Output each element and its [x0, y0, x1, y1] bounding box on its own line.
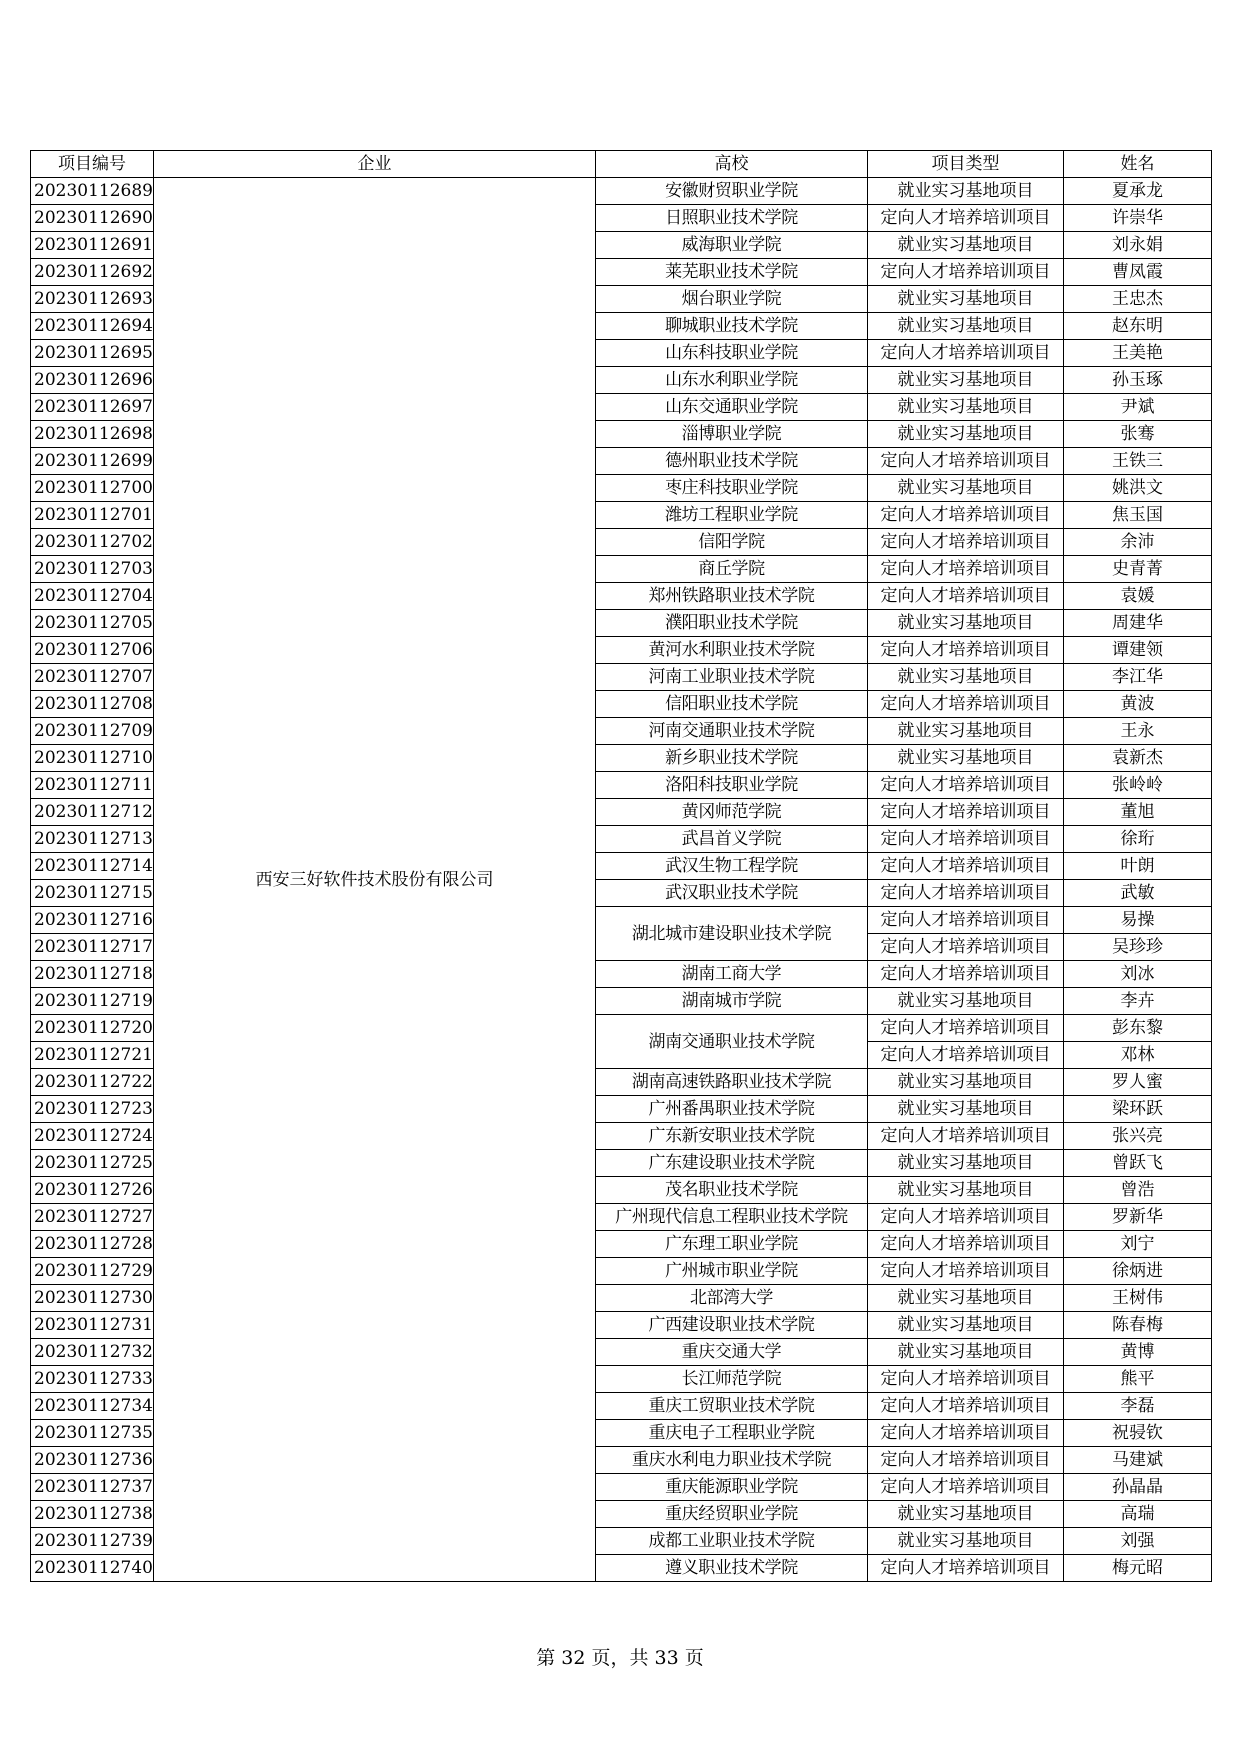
project-type-cell: 就业实习基地项目: [867, 286, 1063, 313]
project-type-cell: 定向人才培养培训项目: [867, 529, 1063, 556]
project-type-cell: 就业实习基地项目: [867, 475, 1063, 502]
project-type-cell: 就业实习基地项目: [867, 664, 1063, 691]
school-cell: 茂名职业技术学院: [595, 1177, 867, 1204]
project-id-cell: 20230112726: [31, 1177, 154, 1204]
school-cell: 信阳学院: [595, 529, 867, 556]
project-type-cell: 就业实习基地项目: [867, 367, 1063, 394]
project-type-cell: 定向人才培养培训项目: [867, 1015, 1063, 1042]
project-type-cell: 定向人才培养培训项目: [867, 1231, 1063, 1258]
person-name-cell: 曾浩: [1063, 1177, 1211, 1204]
project-type-cell: 定向人才培养培训项目: [867, 1123, 1063, 1150]
project-id-cell: 20230112728: [31, 1231, 154, 1258]
person-name-cell: 夏承龙: [1063, 178, 1211, 205]
school-cell: 枣庄科技职业学院: [595, 475, 867, 502]
school-cell: 淄博职业学院: [595, 421, 867, 448]
project-id-cell: 20230112716: [31, 907, 154, 934]
project-type-cell: 定向人才培养培训项目: [867, 799, 1063, 826]
school-cell: 商丘学院: [595, 556, 867, 583]
school-cell: 山东交通职业学院: [595, 394, 867, 421]
school-cell: 重庆水利电力职业技术学院: [595, 1447, 867, 1474]
project-type-cell: 定向人才培养培训项目: [867, 1042, 1063, 1069]
school-cell: 重庆能源职业学院: [595, 1474, 867, 1501]
project-type-cell: 定向人才培养培训项目: [867, 340, 1063, 367]
school-cell: 山东水利职业学院: [595, 367, 867, 394]
person-name-cell: 刘宁: [1063, 1231, 1211, 1258]
project-id-cell: 20230112724: [31, 1123, 154, 1150]
project-id-cell: 20230112705: [31, 610, 154, 637]
project-id-cell: 20230112702: [31, 529, 154, 556]
school-cell: 洛阳科技职业学院: [595, 772, 867, 799]
person-name-cell: 陈春梅: [1063, 1312, 1211, 1339]
project-type-cell: 定向人才培养培训项目: [867, 1258, 1063, 1285]
school-cell: 北部湾大学: [595, 1285, 867, 1312]
project-type-cell: 就业实习基地项目: [867, 394, 1063, 421]
project-id-cell: 20230112710: [31, 745, 154, 772]
project-type-cell: 就业实习基地项目: [867, 718, 1063, 745]
company-cell: 西安三好软件技术股份有限公司: [153, 178, 595, 1582]
project-type-cell: 就业实习基地项目: [867, 1339, 1063, 1366]
person-name-cell: 邓林: [1063, 1042, 1211, 1069]
person-name-cell: 王忠杰: [1063, 286, 1211, 313]
school-cell: 安徽财贸职业学院: [595, 178, 867, 205]
project-id-cell: 20230112696: [31, 367, 154, 394]
person-name-cell: 王树伟: [1063, 1285, 1211, 1312]
person-name-cell: 袁新杰: [1063, 745, 1211, 772]
person-name-cell: 祝骎钦: [1063, 1420, 1211, 1447]
school-cell: 重庆工贸职业技术学院: [595, 1393, 867, 1420]
project-type-cell: 定向人才培养培训项目: [867, 772, 1063, 799]
school-cell: 广州现代信息工程职业技术学院: [595, 1204, 867, 1231]
header-school: 高校: [595, 151, 867, 178]
project-id-cell: 20230112733: [31, 1366, 154, 1393]
project-type-cell: 定向人才培养培训项目: [867, 691, 1063, 718]
school-cell: 河南工业职业技术学院: [595, 664, 867, 691]
person-name-cell: 熊平: [1063, 1366, 1211, 1393]
person-name-cell: 尹斌: [1063, 394, 1211, 421]
person-name-cell: 李江华: [1063, 664, 1211, 691]
school-cell: 新乡职业技术学院: [595, 745, 867, 772]
project-id-cell: 20230112695: [31, 340, 154, 367]
project-id-cell: 20230112735: [31, 1420, 154, 1447]
page-footer: 第 32 页，共 33 页: [536, 1647, 704, 1669]
project-type-cell: 就业实习基地项目: [867, 178, 1063, 205]
project-id-cell: 20230112690: [31, 205, 154, 232]
project-id-cell: 20230112713: [31, 826, 154, 853]
project-id-cell: 20230112711: [31, 772, 154, 799]
project-id-cell: 20230112734: [31, 1393, 154, 1420]
person-name-cell: 许崇华: [1063, 205, 1211, 232]
school-cell: 重庆交通大学: [595, 1339, 867, 1366]
project-type-cell: 就业实习基地项目: [867, 1501, 1063, 1528]
school-cell: 武昌首义学院: [595, 826, 867, 853]
project-id-cell: 20230112691: [31, 232, 154, 259]
school-cell: 河南交通职业技术学院: [595, 718, 867, 745]
project-id-cell: 20230112708: [31, 691, 154, 718]
project-type-cell: 定向人才培养培训项目: [867, 961, 1063, 988]
project-type-cell: 定向人才培养培训项目: [867, 637, 1063, 664]
school-cell: 湖南交通职业技术学院: [595, 1015, 867, 1069]
project-type-cell: 就业实习基地项目: [867, 421, 1063, 448]
person-name-cell: 刘冰: [1063, 961, 1211, 988]
header-company: 企业: [153, 151, 595, 178]
school-cell: 广东理工职业学院: [595, 1231, 867, 1258]
project-type-cell: 定向人才培养培训项目: [867, 1393, 1063, 1420]
project-id-cell: 20230112704: [31, 583, 154, 610]
project-type-cell: 就业实习基地项目: [867, 610, 1063, 637]
project-type-cell: 定向人才培养培训项目: [867, 583, 1063, 610]
person-name-cell: 彭东黎: [1063, 1015, 1211, 1042]
project-id-cell: 20230112703: [31, 556, 154, 583]
project-type-cell: 定向人才培养培训项目: [867, 853, 1063, 880]
project-id-cell: 20230112714: [31, 853, 154, 880]
table-body: [31, 178, 1212, 1582]
project-id-cell: 20230112697: [31, 394, 154, 421]
project-id-cell: 20230112693: [31, 286, 154, 313]
header-name: 姓名: [1063, 151, 1211, 178]
school-cell: 广西建设职业技术学院: [595, 1312, 867, 1339]
project-id-cell: 20230112720: [31, 1015, 154, 1042]
person-name-cell: 余沛: [1063, 529, 1211, 556]
school-cell: 武汉职业技术学院: [595, 880, 867, 907]
person-name-cell: 黄博: [1063, 1339, 1211, 1366]
project-type-cell: 就业实习基地项目: [867, 1096, 1063, 1123]
project-id-cell: 20230112737: [31, 1474, 154, 1501]
school-cell: 日照职业技术学院: [595, 205, 867, 232]
project-id-cell: 20230112729: [31, 1258, 154, 1285]
school-cell: 广州番禺职业技术学院: [595, 1096, 867, 1123]
project-type-cell: 定向人才培养培训项目: [867, 1555, 1063, 1582]
school-cell: 广东建设职业技术学院: [595, 1150, 867, 1177]
person-name-cell: 叶朗: [1063, 853, 1211, 880]
project-id-cell: 20230112712: [31, 799, 154, 826]
person-name-cell: 赵东明: [1063, 313, 1211, 340]
person-name-cell: 张兴亮: [1063, 1123, 1211, 1150]
project-type-cell: 定向人才培养培训项目: [867, 907, 1063, 934]
person-name-cell: 吴珍珍: [1063, 934, 1211, 961]
person-name-cell: 马建斌: [1063, 1447, 1211, 1474]
project-id-cell: 20230112717: [31, 934, 154, 961]
project-id-cell: 20230112707: [31, 664, 154, 691]
person-name-cell: 孙玉琢: [1063, 367, 1211, 394]
project-id-cell: 20230112692: [31, 259, 154, 286]
project-id-cell: 20230112719: [31, 988, 154, 1015]
person-name-cell: 徐炳进: [1063, 1258, 1211, 1285]
person-name-cell: 孙晶晶: [1063, 1474, 1211, 1501]
project-type-cell: 就业实习基地项目: [867, 1312, 1063, 1339]
header-id: 项目编号: [31, 151, 154, 178]
project-type-cell: 定向人才培养培训项目: [867, 934, 1063, 961]
person-name-cell: 焦玉国: [1063, 502, 1211, 529]
project-id-cell: 20230112698: [31, 421, 154, 448]
project-id-cell: 20230112736: [31, 1447, 154, 1474]
project-type-cell: 定向人才培养培训项目: [867, 1474, 1063, 1501]
school-cell: 重庆电子工程职业学院: [595, 1420, 867, 1447]
project-id-cell: 20230112699: [31, 448, 154, 475]
project-type-cell: 定向人才培养培训项目: [867, 1204, 1063, 1231]
project-table: [30, 150, 1212, 1582]
person-name-cell: 武敏: [1063, 880, 1211, 907]
person-name-cell: 谭建领: [1063, 637, 1211, 664]
school-cell: 德州职业技术学院: [595, 448, 867, 475]
project-type-cell: 定向人才培养培训项目: [867, 448, 1063, 475]
person-name-cell: 梅元昭: [1063, 1555, 1211, 1582]
person-name-cell: 王铁三: [1063, 448, 1211, 475]
person-name-cell: 王永: [1063, 718, 1211, 745]
school-cell: 遵义职业技术学院: [595, 1555, 867, 1582]
project-type-cell: 就业实习基地项目: [867, 745, 1063, 772]
school-cell: 广州城市职业学院: [595, 1258, 867, 1285]
school-cell: 黄冈师范学院: [595, 799, 867, 826]
project-type-cell: 定向人才培养培训项目: [867, 880, 1063, 907]
person-name-cell: 梁环跃: [1063, 1096, 1211, 1123]
school-cell: 濮阳职业技术学院: [595, 610, 867, 637]
school-cell: 广东新安职业技术学院: [595, 1123, 867, 1150]
project-type-cell: 定向人才培养培训项目: [867, 1447, 1063, 1474]
project-type-cell: 就业实习基地项目: [867, 1285, 1063, 1312]
project-type-cell: 就业实习基地项目: [867, 313, 1063, 340]
project-type-cell: 定向人才培养培训项目: [867, 556, 1063, 583]
person-name-cell: 曹凤霞: [1063, 259, 1211, 286]
school-cell: 武汉生物工程学院: [595, 853, 867, 880]
project-id-cell: 20230112738: [31, 1501, 154, 1528]
person-name-cell: 徐珩: [1063, 826, 1211, 853]
school-cell: 成都工业职业技术学院: [595, 1528, 867, 1555]
project-id-cell: 20230112723: [31, 1096, 154, 1123]
person-name-cell: 史青菁: [1063, 556, 1211, 583]
project-id-cell: 20230112721: [31, 1042, 154, 1069]
school-cell: 长江师范学院: [595, 1366, 867, 1393]
person-name-cell: 李磊: [1063, 1393, 1211, 1420]
project-id-cell: 20230112727: [31, 1204, 154, 1231]
project-type-cell: 定向人才培养培训项目: [867, 259, 1063, 286]
project-type-cell: 定向人才培养培训项目: [867, 1420, 1063, 1447]
school-cell: 湖南高速铁路职业技术学院: [595, 1069, 867, 1096]
project-id-cell: 20230112709: [31, 718, 154, 745]
school-cell: 烟台职业学院: [595, 286, 867, 313]
person-name-cell: 张岭岭: [1063, 772, 1211, 799]
project-id-cell: 20230112739: [31, 1528, 154, 1555]
person-name-cell: 周建华: [1063, 610, 1211, 637]
project-type-cell: 就业实习基地项目: [867, 988, 1063, 1015]
person-name-cell: 罗人蜜: [1063, 1069, 1211, 1096]
project-type-cell: 定向人才培养培训项目: [867, 205, 1063, 232]
person-name-cell: 黄波: [1063, 691, 1211, 718]
project-id-cell: 20230112740: [31, 1555, 154, 1582]
school-cell: 聊城职业技术学院: [595, 313, 867, 340]
project-id-cell: 20230112725: [31, 1150, 154, 1177]
project-id-cell: 20230112731: [31, 1312, 154, 1339]
header-type: 项目类型: [867, 151, 1063, 178]
school-cell: 重庆经贸职业学院: [595, 1501, 867, 1528]
person-name-cell: 董旭: [1063, 799, 1211, 826]
person-name-cell: 曾跃飞: [1063, 1150, 1211, 1177]
project-type-cell: 就业实习基地项目: [867, 1150, 1063, 1177]
project-type-cell: 定向人才培养培训项目: [867, 826, 1063, 853]
school-cell: 威海职业学院: [595, 232, 867, 259]
school-cell: 黄河水利职业技术学院: [595, 637, 867, 664]
header-row: [31, 151, 1212, 178]
school-cell: 山东科技职业学院: [595, 340, 867, 367]
project-type-cell: 就业实习基地项目: [867, 232, 1063, 259]
person-name-cell: 王美艳: [1063, 340, 1211, 367]
person-name-cell: 姚洪文: [1063, 475, 1211, 502]
project-id-cell: 20230112718: [31, 961, 154, 988]
person-name-cell: 袁媛: [1063, 583, 1211, 610]
school-cell: 湖北城市建设职业技术学院: [595, 907, 867, 961]
project-id-cell: 20230112700: [31, 475, 154, 502]
person-name-cell: 罗新华: [1063, 1204, 1211, 1231]
table-row: [31, 178, 1212, 205]
project-type-cell: 就业实习基地项目: [867, 1528, 1063, 1555]
project-id-cell: 20230112694: [31, 313, 154, 340]
project-id-cell: 20230112715: [31, 880, 154, 907]
school-cell: 莱芜职业技术学院: [595, 259, 867, 286]
project-id-cell: 20230112730: [31, 1285, 154, 1312]
person-name-cell: 高瑞: [1063, 1501, 1211, 1528]
person-name-cell: 刘永娟: [1063, 232, 1211, 259]
project-type-cell: 就业实习基地项目: [867, 1069, 1063, 1096]
school-cell: 湖南工商大学: [595, 961, 867, 988]
project-id-cell: 20230112722: [31, 1069, 154, 1096]
school-cell: 郑州铁路职业技术学院: [595, 583, 867, 610]
project-id-cell: 20230112689: [31, 178, 154, 205]
project-id-cell: 20230112732: [31, 1339, 154, 1366]
project-id-cell: 20230112701: [31, 502, 154, 529]
school-cell: 潍坊工程职业学院: [595, 502, 867, 529]
person-name-cell: 刘强: [1063, 1528, 1211, 1555]
person-name-cell: 易操: [1063, 907, 1211, 934]
school-cell: 湖南城市学院: [595, 988, 867, 1015]
project-id-cell: 20230112706: [31, 637, 154, 664]
project-type-cell: 就业实习基地项目: [867, 1177, 1063, 1204]
person-name-cell: 李卉: [1063, 988, 1211, 1015]
school-cell: 信阳职业技术学院: [595, 691, 867, 718]
project-type-cell: 定向人才培养培训项目: [867, 1366, 1063, 1393]
person-name-cell: 张骞: [1063, 421, 1211, 448]
project-type-cell: 定向人才培养培训项目: [867, 502, 1063, 529]
